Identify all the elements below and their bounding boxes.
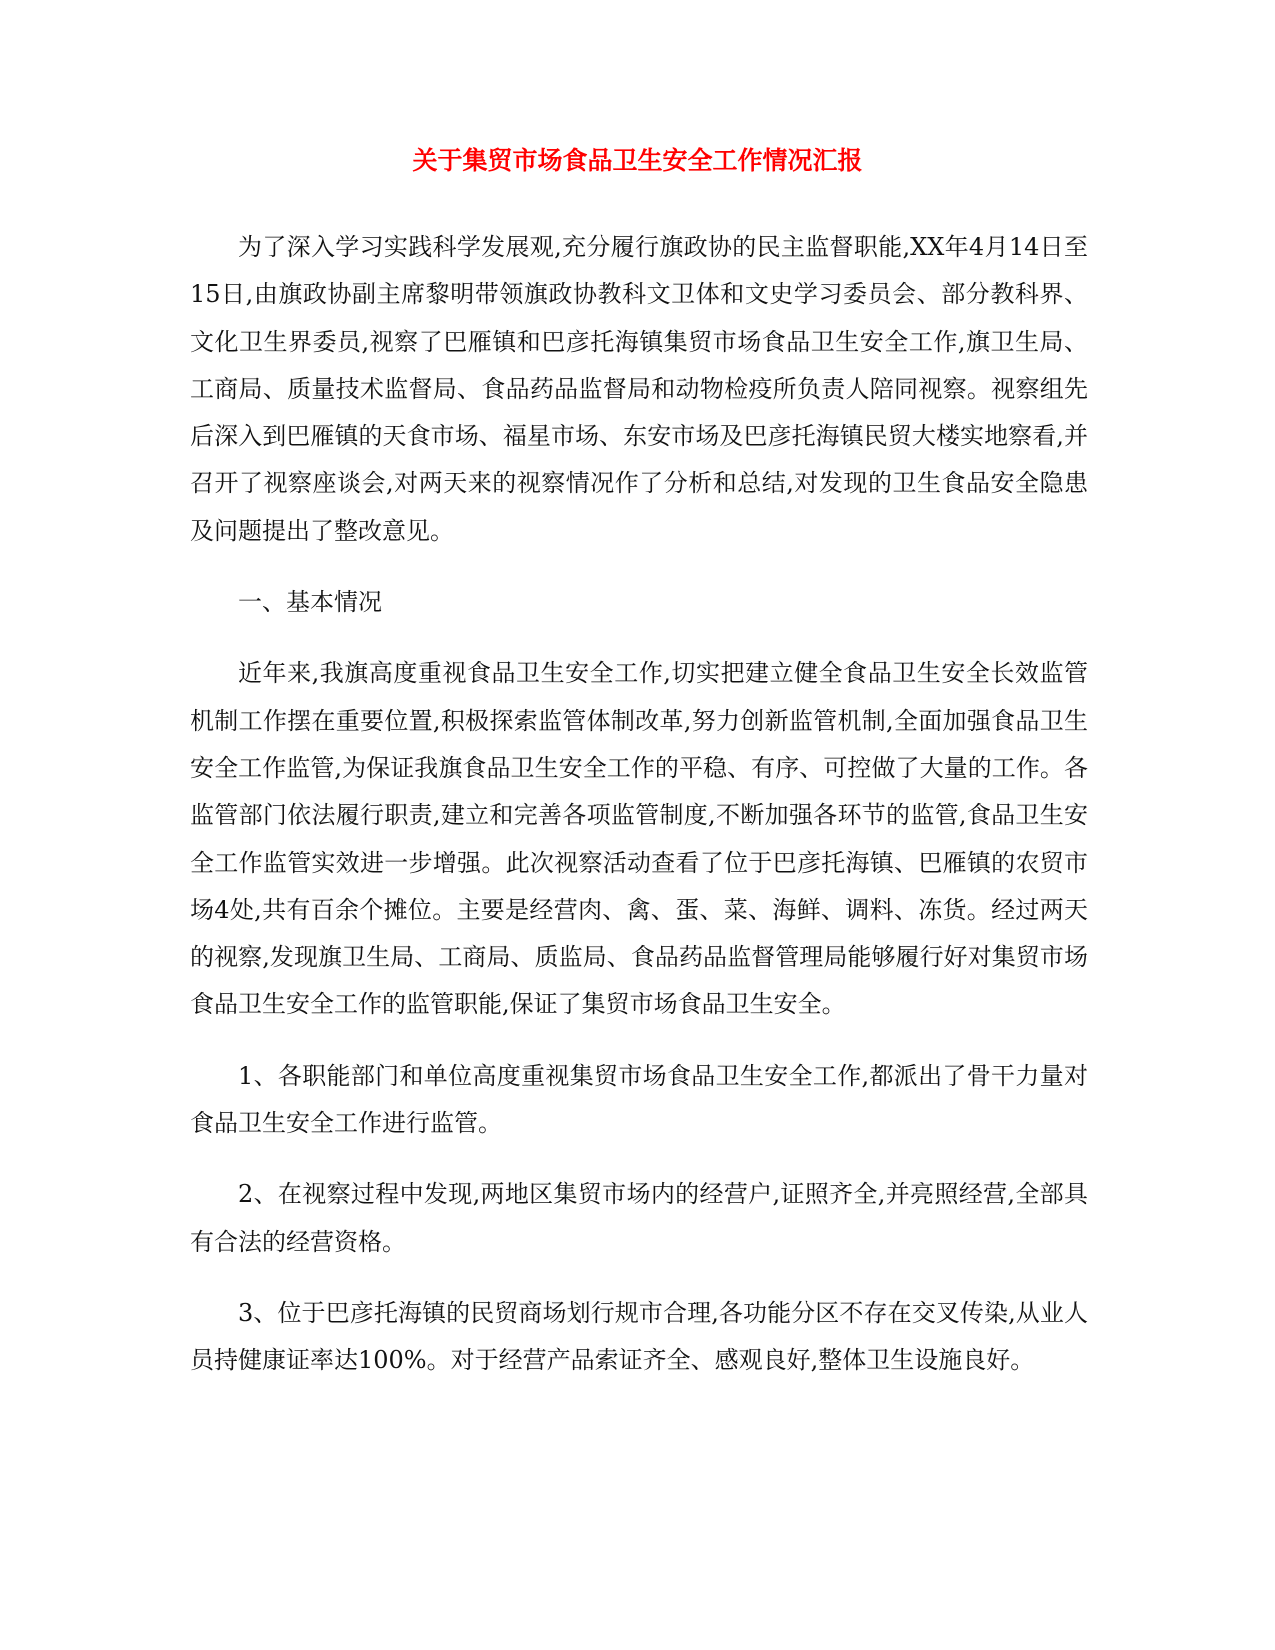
section-heading-basic-situation: 一、基本情况 <box>238 588 382 617</box>
paragraph-intro: 为了深入学习实践科学发展观,充分履行旗政协的民主监督职能,XX年4月14日至15日,由旗政协副主席黎明带领旗政协教科文卫体和文史学习委员会、部分教科界、文化卫生界委员,视察了巴雁镇和巴彦托海镇集贸市场食品卫生安全工作,旗卫生局、工商局、质量技术监督局、食品药品监督局和动物检疫所负责人陪同视察。视察组先后深入到巴雁镇的天食市场、福星市场、东安市场及巴彦托海镇民贸大楼实地察看,并召开了视察座谈会,对两天来的视察情况作了分析和总结,对发现的卫生食品安全隐患及问题提出了整改意见。 <box>190 233 1088 545</box>
paragraph-basic-situation: 近年来,我旗高度重视食品卫生安全工作,切实把建立健全食品卫生安全长效监管机制工作摆在重要位置,积极探索监管体制改革,努力创新监管机制,全面加强食品卫生安全工作监管,为保证我旗食品卫生安全工作的平稳、有序、可控做了大量的工作。各监管部门依法履行职责,建立和完善各项监管制度,不断加强各环节的监管,食品卫生安全工作监管实效进一步增强。此次视察活动查看了位于巴彦托海镇、巴雁镇的农贸市场4处,共有百余个摊位。主要是经营肉、禽、蛋、菜、海鲜、调料、冻货。经过两天的视察,发现旗卫生局、工商局、质监局、食品药品监督管理局能够履行好对集贸市场食品卫生安全工作的监管职能,保证了集贸市场食品卫生安全。 <box>190 659 1088 1019</box>
paragraph-point-2: 2、在视察过程中发现,两地区集贸市场内的经营户,证照齐全,并亮照经营,全部具有合法的经营资格。 <box>190 1180 1088 1256</box>
document-title: 关于集贸市场食品卫生安全工作情况汇报 <box>412 146 863 175</box>
paragraph-point-1: 1、各职能部门和单位高度重视集贸市场食品卫生安全工作,都派出了骨干力量对食品卫生安全工作进行监管。 <box>190 1061 1088 1138</box>
document-body <box>190 224 1088 1409</box>
paragraph-point-3: 3、位于巴彦托海镇的民贸商场划行规市合理,各功能分区不存在交叉传染,从业人员持健康证率达100%。对于经营产品索证齐全、感观良好,整体卫生设施良好。 <box>190 1298 1088 1375</box>
